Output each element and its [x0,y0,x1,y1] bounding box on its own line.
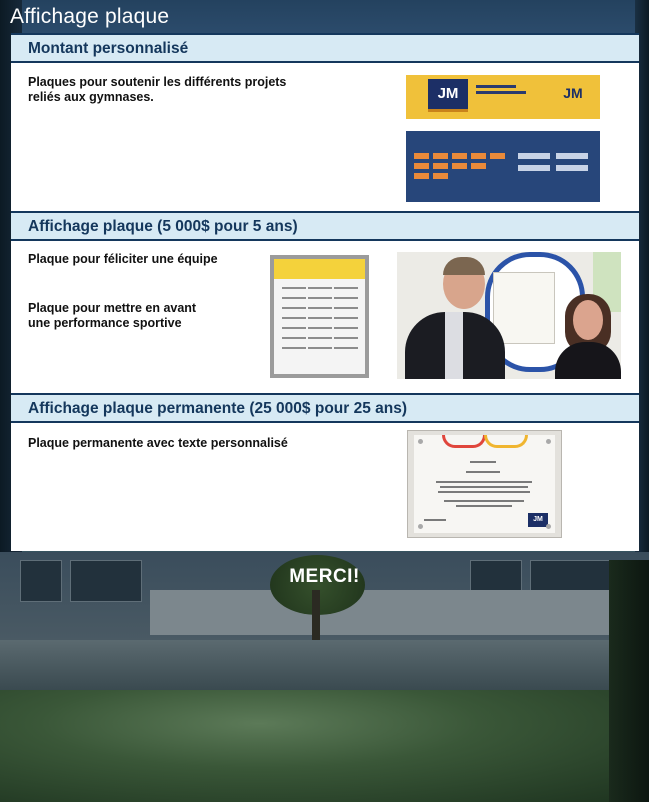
section-text-line: Plaque pour féliciter une équipe [28,252,218,266]
section-heading: Montant personnalisé [28,40,189,57]
plaque-screw [418,524,423,529]
plaque-text-line [466,471,500,473]
plaque-screw [546,524,551,529]
page-title: Affichage plaque [10,5,170,28]
frame-text-line [282,347,306,349]
board-plate [518,165,550,171]
plaque-text-line [440,486,528,488]
building-wall-background [150,590,610,635]
board-plate [414,173,429,179]
frame-text-line [308,337,332,339]
board-plate [471,163,486,169]
section-text-line: Plaques pour soutenir les différents projets [28,75,287,89]
frame-text-line [334,297,358,299]
photo-plaque [493,272,555,344]
board-line [476,85,516,88]
tree-right-background [609,560,649,802]
plaque-text-line [438,491,530,493]
frame-text-line [334,307,358,309]
plaque-text-line [436,481,532,483]
frame-text-line [334,347,358,349]
plaque-text-line [424,519,446,521]
board-plate [518,153,550,159]
section-header-montant [11,33,639,63]
plaque-screw [546,439,551,444]
frame-text-line [334,337,358,339]
section-header-5-ans [11,211,639,241]
frame-text-line [282,317,306,319]
frame-text-line [308,297,332,299]
jm-logo-image: JM [563,85,583,101]
plaque-screw [418,439,423,444]
plaque-red-arc [442,435,486,448]
merci-text: MERCI! [289,566,360,587]
frame-text-line [308,307,332,309]
frame-header-band [274,259,365,279]
board-plate [471,153,486,159]
plaque-text-line [470,461,496,463]
board-plate [433,153,448,159]
board-plate [433,173,448,179]
section-heading: Affichage plaque (5 000$ pour 5 ans) [28,218,298,235]
frame-text-line [334,327,358,329]
section-text-line: Plaque pour mettre en avant [28,301,197,315]
frame-text-line [334,287,358,289]
person-head [573,300,603,340]
content-panel [11,33,639,551]
person-shirt [445,312,463,379]
board-plate [433,163,448,169]
frame-text-line [282,297,306,299]
fundraising-board-photo [406,75,600,202]
section-heading: Affichage plaque permanente (25 000$ pour 25 ans) [28,400,408,417]
frame-text-line [334,317,358,319]
section-text-line: une performance sportive [28,316,182,330]
lawn-background [0,690,649,802]
plaque-yellow-arc [484,435,528,448]
board-plate [556,165,588,171]
frame-text-line [282,327,306,329]
board-plate [556,153,588,159]
plaque-text-line [456,505,512,507]
section-text-line: Plaque permanente avec texte personnalisé [28,436,288,450]
frame-text-line [282,307,306,309]
board-band [406,119,600,131]
frame-text-line [282,287,306,289]
frame-text-line [308,287,332,289]
road-background [0,640,649,690]
board-plate [452,163,467,169]
framed-plaque-photo [270,255,369,378]
plaque-text-line [444,500,524,502]
section-text-line: reliés aux gymnases. [28,90,154,104]
board-plate [452,153,467,159]
frame-text-line [308,327,332,329]
board-plate [414,163,429,169]
jm-logo-image: JM [528,513,548,527]
tree-trunk-background [312,590,320,640]
people-with-plaque-photo [397,252,621,379]
frame-text-line [282,337,306,339]
board-plate [414,153,429,159]
plaque-surface [414,435,555,533]
section-header-permanente [11,393,639,423]
jm-logo-image: JM [428,79,468,112]
permanent-plaque-photo [407,430,562,538]
frame-text-line [308,347,332,349]
board-plate [490,153,505,159]
board-lower-area [406,119,600,202]
frame-inner [274,259,365,374]
board-line [476,91,526,94]
frame-text-line [308,317,332,319]
